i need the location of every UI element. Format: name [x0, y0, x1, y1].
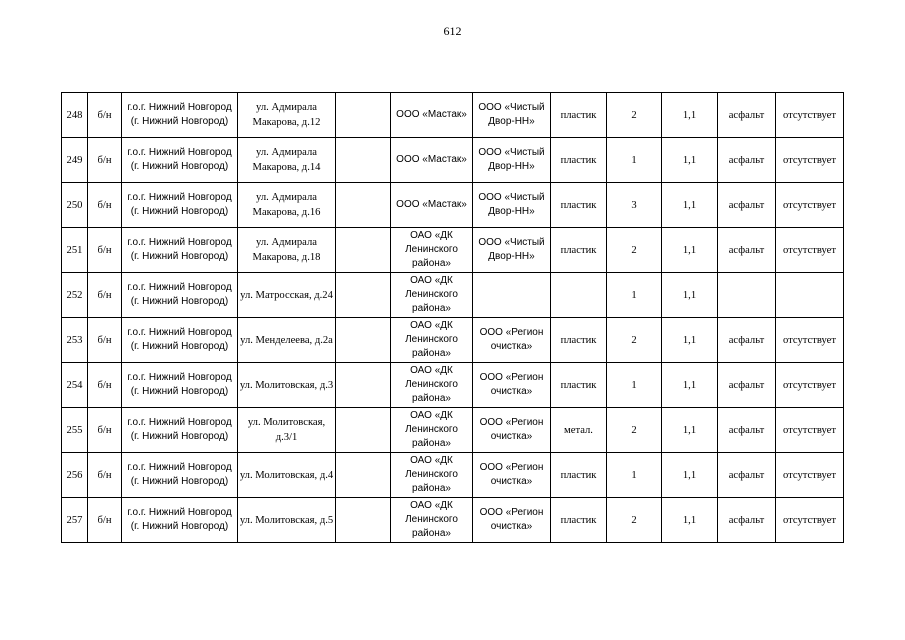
cell-material: пластик: [551, 228, 607, 273]
cell-empty: [336, 498, 391, 543]
cell-row-number: 250: [62, 183, 88, 228]
cell-row-number: 254: [62, 363, 88, 408]
cell-material: пластик: [551, 138, 607, 183]
cell-empty: [336, 318, 391, 363]
cell-container-count: 2: [607, 318, 662, 363]
cell-row-number: 251: [62, 228, 88, 273]
cell-surface: [718, 273, 776, 318]
cell-material: пластик: [551, 318, 607, 363]
table-row: [62, 408, 844, 453]
table-row: [62, 318, 844, 363]
cell-empty: [336, 228, 391, 273]
cell-surface: асфальт: [718, 498, 776, 543]
table-body: [62, 93, 844, 543]
cell-row-number: 256: [62, 453, 88, 498]
cell-locality: г.о.г. Нижний Новгород (г. Нижний Новгород): [122, 408, 238, 453]
cell-container-volume: 1,1: [662, 453, 718, 498]
cell-locality: г.о.г. Нижний Новгород (г. Нижний Новгород): [122, 228, 238, 273]
cell-surface: асфальт: [718, 228, 776, 273]
cell-locality: г.о.г. Нижний Новгород (г. Нижний Новгород): [122, 318, 238, 363]
cell-operator: ООО «Чистый Двор-НН»: [473, 183, 551, 228]
cell-empty: [336, 183, 391, 228]
cell-surface: асфальт: [718, 363, 776, 408]
cell-bn: б/н: [88, 498, 122, 543]
cell-address: ул. Молитовская, д.3/1: [238, 408, 336, 453]
cell-owner: ОАО «ДК Ленинского района»: [391, 498, 473, 543]
cell-locality: г.о.г. Нижний Новгород (г. Нижний Новгород): [122, 498, 238, 543]
page-number: 612: [443, 24, 462, 38]
cell-address: ул. Адмирала Макарова, д.14: [238, 138, 336, 183]
cell-empty: [336, 273, 391, 318]
cell-locality: г.о.г. Нижний Новгород (г. Нижний Новгород): [122, 453, 238, 498]
cell-surface: асфальт: [718, 453, 776, 498]
cell-container-count: 2: [607, 408, 662, 453]
cell-address: ул. Адмирала Макарова, д.18: [238, 228, 336, 273]
cell-surface: асфальт: [718, 408, 776, 453]
cell-row-number: 252: [62, 273, 88, 318]
table-row: [62, 183, 844, 228]
cell-address: ул. Менделеева, д.2а: [238, 318, 336, 363]
cell-row-number: 257: [62, 498, 88, 543]
cell-operator: ООО «Чистый Двор-НН»: [473, 228, 551, 273]
cell-surface: асфальт: [718, 138, 776, 183]
cell-container-volume: 1,1: [662, 138, 718, 183]
table-row: [62, 498, 844, 543]
cell-empty: [336, 408, 391, 453]
table-row: [62, 363, 844, 408]
cell-container-count: 1: [607, 363, 662, 408]
cell-material: пластик: [551, 93, 607, 138]
cell-container-volume: 1,1: [662, 183, 718, 228]
cell-operator: [473, 273, 551, 318]
cell-fence: отсутствует: [776, 138, 844, 183]
cell-row-number: 253: [62, 318, 88, 363]
data-table: [61, 92, 844, 543]
cell-owner: ОАО «ДК Ленинского района»: [391, 273, 473, 318]
cell-address: ул. Молитовская, д.5: [238, 498, 336, 543]
cell-locality: г.о.г. Нижний Новгород (г. Нижний Новгород): [122, 93, 238, 138]
cell-locality: г.о.г. Нижний Новгород (г. Нижний Новгород): [122, 138, 238, 183]
cell-bn: б/н: [88, 273, 122, 318]
cell-material: пластик: [551, 498, 607, 543]
cell-address: ул. Молитовская, д.4: [238, 453, 336, 498]
cell-row-number: 249: [62, 138, 88, 183]
cell-empty: [336, 363, 391, 408]
table-row: [62, 228, 844, 273]
cell-material: [551, 273, 607, 318]
cell-bn: б/н: [88, 318, 122, 363]
cell-container-volume: 1,1: [662, 363, 718, 408]
cell-bn: б/н: [88, 408, 122, 453]
cell-container-volume: 1,1: [662, 498, 718, 543]
cell-address: ул. Адмирала Макарова, д.12: [238, 93, 336, 138]
cell-surface: асфальт: [718, 318, 776, 363]
cell-address: ул. Матросская, д.24: [238, 273, 336, 318]
cell-owner: ОАО «ДК Ленинского района»: [391, 408, 473, 453]
cell-container-volume: 1,1: [662, 93, 718, 138]
cell-fence: отсутствует: [776, 453, 844, 498]
cell-operator: ООО «Чистый Двор-НН»: [473, 138, 551, 183]
table-row: [62, 453, 844, 498]
cell-material: пластик: [551, 453, 607, 498]
cell-container-volume: 1,1: [662, 228, 718, 273]
cell-operator: ООО «Регион очистка»: [473, 363, 551, 408]
cell-fence: [776, 273, 844, 318]
cell-row-number: 248: [62, 93, 88, 138]
cell-owner: ООО «Мастак»: [391, 183, 473, 228]
cell-container-count: 1: [607, 453, 662, 498]
cell-surface: асфальт: [718, 183, 776, 228]
cell-operator: ООО «Регион очистка»: [473, 498, 551, 543]
cell-row-number: 255: [62, 408, 88, 453]
cell-owner: ОАО «ДК Ленинского района»: [391, 453, 473, 498]
cell-locality: г.о.г. Нижний Новгород (г. Нижний Новгород): [122, 183, 238, 228]
cell-operator: ООО «Чистый Двор-НН»: [473, 93, 551, 138]
cell-owner: ОАО «ДК Ленинского района»: [391, 228, 473, 273]
cell-container-count: 3: [607, 183, 662, 228]
cell-operator: ООО «Регион очистка»: [473, 408, 551, 453]
cell-container-volume: 1,1: [662, 408, 718, 453]
cell-operator: ООО «Регион очистка»: [473, 318, 551, 363]
cell-empty: [336, 453, 391, 498]
cell-fence: отсутствует: [776, 318, 844, 363]
cell-bn: б/н: [88, 228, 122, 273]
cell-fence: отсутствует: [776, 93, 844, 138]
cell-locality: г.о.г. Нижний Новгород (г. Нижний Новгород): [122, 273, 238, 318]
cell-bn: б/н: [88, 138, 122, 183]
cell-bn: б/н: [88, 363, 122, 408]
cell-container-volume: 1,1: [662, 318, 718, 363]
cell-owner: ООО «Мастак»: [391, 138, 473, 183]
cell-operator: ООО «Регион очистка»: [473, 453, 551, 498]
cell-container-count: 2: [607, 228, 662, 273]
cell-owner: ООО «Мастак»: [391, 93, 473, 138]
cell-container-count: 1: [607, 138, 662, 183]
cell-address: ул. Адмирала Макарова, д.16: [238, 183, 336, 228]
cell-empty: [336, 93, 391, 138]
cell-material: пластик: [551, 363, 607, 408]
cell-fence: отсутствует: [776, 183, 844, 228]
cell-surface: асфальт: [718, 93, 776, 138]
table-row: [62, 273, 844, 318]
cell-address: ул. Молитовская, д.3: [238, 363, 336, 408]
cell-owner: ОАО «ДК Ленинского района»: [391, 363, 473, 408]
table-row: [62, 138, 844, 183]
cell-container-count: 2: [607, 93, 662, 138]
cell-fence: отсутствует: [776, 363, 844, 408]
cell-container-volume: 1,1: [662, 273, 718, 318]
cell-material: пластик: [551, 183, 607, 228]
cell-empty: [336, 138, 391, 183]
cell-owner: ОАО «ДК Ленинского района»: [391, 318, 473, 363]
cell-bn: б/н: [88, 453, 122, 498]
cell-container-count: 1: [607, 273, 662, 318]
cell-bn: б/н: [88, 183, 122, 228]
cell-container-count: 2: [607, 498, 662, 543]
table-row: [62, 93, 844, 138]
cell-fence: отсутствует: [776, 228, 844, 273]
cell-locality: г.о.г. Нижний Новгород (г. Нижний Новгород): [122, 363, 238, 408]
cell-material: метал.: [551, 408, 607, 453]
cell-fence: отсутствует: [776, 408, 844, 453]
cell-bn: б/н: [88, 93, 122, 138]
cell-fence: отсутствует: [776, 498, 844, 543]
